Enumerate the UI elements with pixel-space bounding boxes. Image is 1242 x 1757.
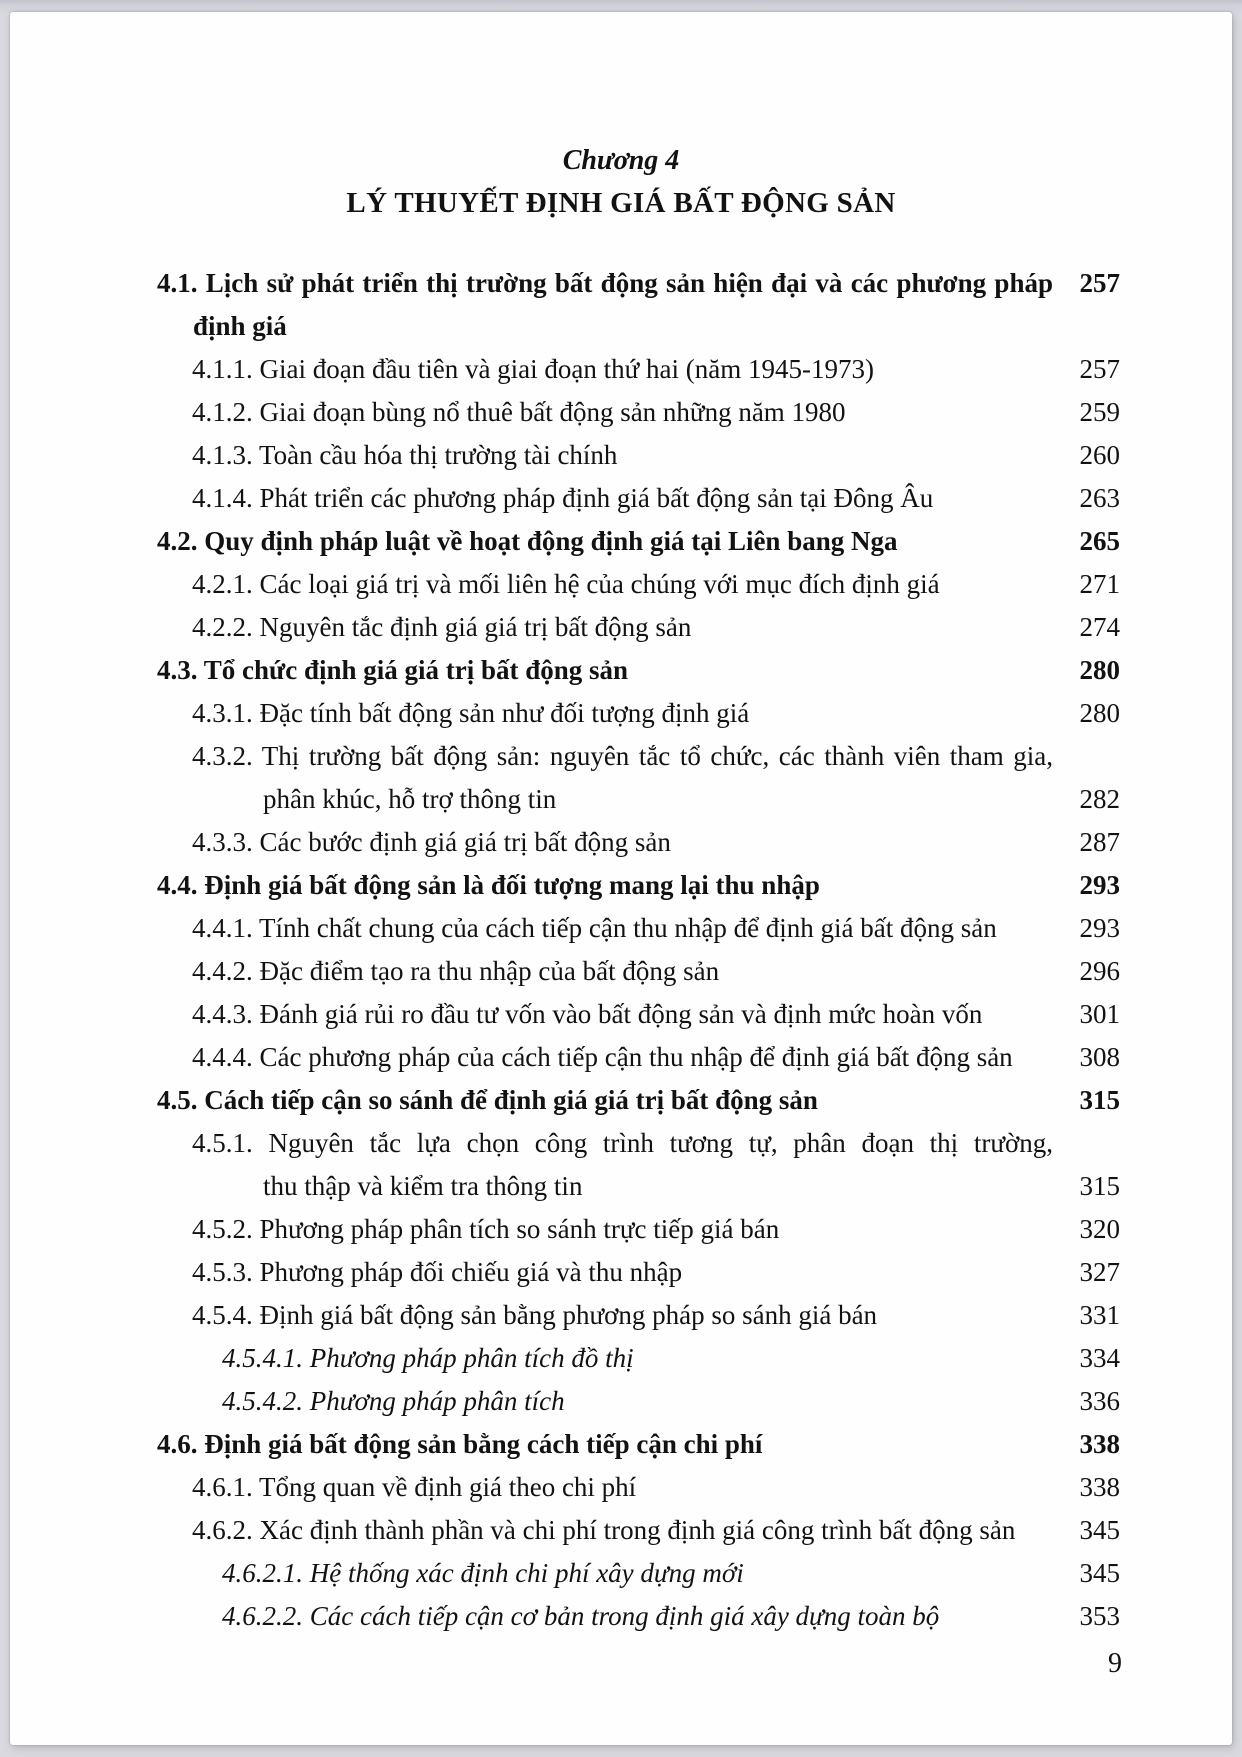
toc-entry-text: 4.4. Định giá bất động sản là đối tượng mang lại thu nhập — [157, 870, 820, 900]
toc-row — [10, 1036, 1232, 1079]
chapter-title: LÝ THUYẾT ĐỊNH GIÁ BẤT ĐỘNG SẢN — [346, 187, 896, 219]
toc-entry-text: phân khúc, hỗ trợ thông tin — [263, 784, 557, 814]
toc-entry-text: 4.4.2. Đặc điểm tạo ra thu nhập của bất động sản — [192, 956, 720, 986]
toc-entry-page: 280 — [1079, 655, 1120, 685]
toc-entry-page: 338 — [1079, 1472, 1120, 1502]
toc-entry-text: 4.1.1. Giai đoạn đầu tiên và giai đoạn thứ hai (năm 1945-1973) — [192, 354, 874, 384]
toc-entry-text: 4.3.1. Đặc tính bất động sản như đối tượng định giá — [192, 698, 750, 728]
toc-entry-page: 334 — [1079, 1343, 1120, 1373]
toc-row — [10, 1079, 1232, 1122]
toc-row — [10, 821, 1232, 864]
toc-entry-text: 4.6.2.2. Các cách tiếp cận cơ bản trong định giá xây dựng toàn bộ — [222, 1601, 940, 1631]
toc-row — [10, 1466, 1232, 1509]
toc-entry-text: 4.3.3. Các bước định giá giá trị bất động sản — [192, 827, 671, 857]
toc-row — [10, 305, 1232, 348]
toc-row — [10, 348, 1232, 391]
toc-entry-text: 4.4.4. Các phương pháp của cách tiếp cận thu nhập để định giá bất động sản — [192, 1042, 1013, 1072]
toc-row — [10, 563, 1232, 606]
toc-entry-text: 4.2.1. Các loại giá trị và mối liên hệ của chúng với mục đích định giá — [192, 569, 940, 599]
toc-entry-text: 4.5.2. Phương pháp phân tích so sánh trực tiếp giá bán — [192, 1214, 780, 1244]
toc-row — [10, 1122, 1232, 1165]
toc-entry-page: 260 — [1079, 440, 1120, 470]
toc-entry-page: 320 — [1079, 1214, 1120, 1244]
toc-entry-text: 4.2.2. Nguyên tắc định giá giá trị bất động sản — [192, 612, 692, 642]
toc-row — [10, 1380, 1232, 1423]
table-of-contents — [10, 262, 1232, 1638]
toc-row — [10, 864, 1232, 907]
toc-row — [10, 1595, 1232, 1638]
toc-entry-text: 4.3. Tổ chức định giá giá trị bất động sản — [157, 655, 629, 685]
toc-entry-page: 345 — [1079, 1558, 1120, 1588]
toc-entry-text: định giá — [193, 311, 287, 341]
toc-entry-text: 4.6. Định giá bất động sản bằng cách tiếp cận chi phí — [157, 1429, 763, 1459]
toc-entry-text: 4.1.3. Toàn cầu hóa thị trường tài chính — [192, 440, 618, 470]
toc-row — [10, 520, 1232, 563]
toc-entry-text: 4.6.2. Xác định thành phần và chi phí trong định giá công trình bất động sản — [192, 1515, 1016, 1545]
toc-entry-text: 4.6.1. Tổng quan về định giá theo chi phí — [192, 1472, 637, 1502]
toc-entry-text: 4.5. Cách tiếp cận so sánh để định giá giá trị bất động sản — [157, 1085, 818, 1115]
toc-row — [10, 778, 1232, 821]
chapter-heading — [10, 142, 1232, 223]
toc-row — [10, 649, 1232, 692]
toc-row — [10, 262, 1232, 305]
toc-entry-page: 287 — [1079, 827, 1120, 857]
toc-entry-text: 4.1.4. Phát triển các phương pháp định giá bất động sản tại Đông Âu — [192, 483, 934, 513]
toc-entry-page: 271 — [1079, 569, 1120, 599]
toc-row — [10, 477, 1232, 520]
toc-row — [10, 434, 1232, 477]
toc-row — [10, 1251, 1232, 1294]
toc-row — [10, 1165, 1232, 1208]
toc-entry-page: 336 — [1079, 1386, 1120, 1416]
toc-entry-text: 4.5.4. Định giá bất động sản bằng phương pháp so sánh giá bán — [192, 1300, 878, 1330]
toc-entry-page: 280 — [1079, 698, 1120, 728]
toc-entry-text: 4.5.3. Phương pháp đối chiếu giá và thu nhập — [192, 1257, 683, 1287]
chapter-label: Chương 4 — [562, 145, 680, 176]
toc-row — [10, 735, 1232, 778]
toc-entry-text: 4.5.4.2. Phương pháp phân tích — [222, 1386, 565, 1416]
toc-row — [10, 692, 1232, 735]
toc-entry-text: 4.1.2. Giai đoạn bùng nổ thuê bất động sản những năm 1980 — [192, 397, 846, 427]
toc-entry-text: 4.5.4.1. Phương pháp phân tích đồ thị — [222, 1343, 634, 1373]
toc-row — [10, 1208, 1232, 1251]
toc-entry-page: 293 — [1079, 913, 1120, 943]
toc-entry-page: 257 — [1079, 268, 1120, 298]
toc-entry-text: 4.2. Quy định pháp luật về hoạt động định giá tại Liên bang Nga — [157, 526, 898, 556]
toc-entry-page: 345 — [1079, 1515, 1120, 1545]
toc-row — [10, 950, 1232, 993]
toc-entry-text: 4.6.2.1. Hệ thống xác định chi phí xây dựng mới — [222, 1558, 744, 1588]
toc-entry-text: thu thập và kiểm tra thông tin — [263, 1171, 583, 1201]
toc-row — [10, 1337, 1232, 1380]
toc-entry-page: 259 — [1079, 397, 1120, 427]
toc-row — [10, 1552, 1232, 1595]
toc-entry-page: 315 — [1079, 1085, 1120, 1115]
toc-entry-page: 265 — [1079, 526, 1120, 556]
toc-row — [10, 391, 1232, 434]
toc-entry-page: 338 — [1079, 1429, 1120, 1459]
toc-row — [10, 1423, 1232, 1466]
toc-entry-text: 4.3.2. Thị trường bất động sản: nguyên tắc tổ chức, các thành viên tham gia, — [192, 741, 1053, 771]
toc-entry-page: 315 — [1079, 1171, 1120, 1201]
toc-entry-text: 4.4.1. Tính chất chung của cách tiếp cận thu nhập để định giá bất động sản — [192, 913, 997, 943]
toc-entry-text: 4.5.1. Nguyên tắc lựa chọn công trình tương tự, phân đoạn thị trường, — [192, 1128, 1053, 1158]
toc-entry-page: 282 — [1079, 784, 1120, 814]
toc-entry-page: 327 — [1079, 1257, 1120, 1287]
document-page — [10, 12, 1232, 1745]
toc-entry-page: 296 — [1079, 956, 1120, 986]
toc-row — [10, 907, 1232, 950]
toc-entry-page: 274 — [1079, 612, 1120, 642]
toc-row — [10, 606, 1232, 649]
toc-row — [10, 1509, 1232, 1552]
page-number: 9 — [1108, 1648, 1122, 1679]
toc-entry-page: 353 — [1079, 1601, 1120, 1631]
toc-entry-page: 257 — [1079, 354, 1120, 384]
toc-row — [10, 993, 1232, 1036]
toc-entry-page: 293 — [1079, 870, 1120, 900]
toc-entry-page: 301 — [1079, 999, 1120, 1029]
toc-entry-page: 308 — [1079, 1042, 1120, 1072]
toc-entry-page: 263 — [1079, 483, 1120, 513]
toc-row — [10, 1294, 1232, 1337]
toc-entry-page: 331 — [1079, 1300, 1120, 1330]
toc-entry-text: 4.4.3. Đánh giá rủi ro đầu tư vốn vào bất động sản và định mức hoàn vốn — [192, 999, 983, 1029]
toc-entry-text: 4.1. Lịch sử phát triển thị trường bất động sản hiện đại và các phương pháp — [157, 268, 1053, 298]
